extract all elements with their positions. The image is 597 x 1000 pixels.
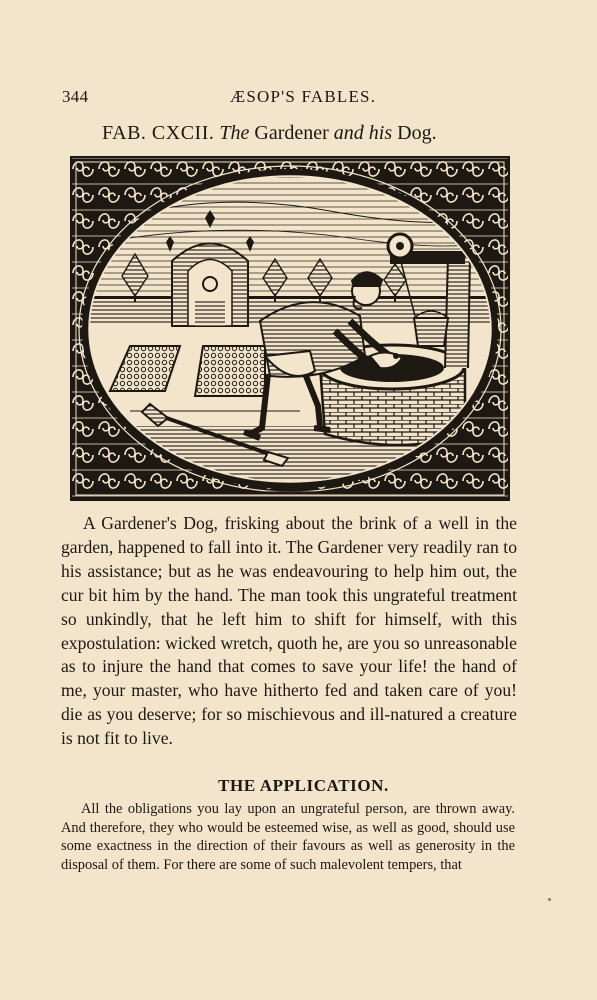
fable-number: FAB. CXCII.	[102, 122, 215, 144]
fable-text: A Gardener's Dog, frisking about the brink of a well in the garden, happened to fall into it. The Gardener very readily ran to his assistance; but as he was endeavouring to help him out, the cur bit him by the hand. The man took this ungrateful treatment so unkindly, that he left him to shift for himself, with this expostulation: wicked wretch, quoth he, are you so unreasonable as to injure the hand that comes to save your life! the hand of me, your master, who have hitherto fed and taken care of you! die as you deserve; for so mischievous and ill-natured a creature is not fit to live.	[61, 513, 517, 749]
woodcut-illustration	[70, 156, 510, 501]
title-dog: Dog.	[397, 122, 437, 144]
application-text: All the obligations you lay upon an ungrateful person, are thrown away. And therefore, they who would be esteemed wise, as well as good, should use some exactness in the direction of their favours as well as generosity in the disposal of them. For there are some of such malevolent tempers, that	[61, 801, 515, 873]
title-and-his: and his	[333, 122, 393, 144]
title-the: The	[219, 122, 250, 144]
fable-title	[102, 122, 437, 145]
page-speck	[548, 898, 551, 901]
page-number: 344	[62, 87, 89, 106]
running-head: ÆSOP'S FABLES.	[230, 87, 377, 106]
application-heading: THE APPLICATION.	[218, 776, 389, 795]
title-gardener: Gardener	[254, 122, 329, 144]
